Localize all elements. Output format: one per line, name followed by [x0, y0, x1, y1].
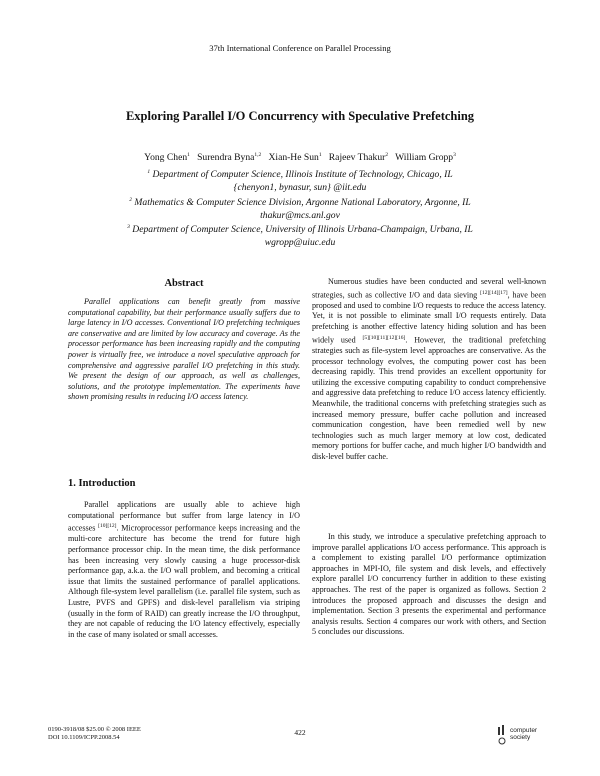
paragraph-text: Numerous studies have been conducted and several well-known strategies, such as collective I/O and data sieving [312, 277, 546, 300]
affiliation-email: thakur@mcs.anl.gov [260, 210, 340, 222]
logo-line: computer [510, 727, 538, 734]
paragraph-text: Parallel applications are usually able to achieve high computational performance but suffer from large latency in I/O accesses [68, 500, 300, 533]
citation: [5][10][11][12][16] [362, 334, 406, 341]
affiliation-2 [0, 194, 600, 222]
affiliation-sup: 1 [147, 169, 151, 175]
author-sup: 1,2 [254, 152, 262, 158]
logo-mark-icon [496, 725, 508, 747]
conference-header: 37th International Conference on Parallel Processing [209, 43, 391, 53]
affiliation-3 [0, 221, 600, 249]
intro-paragraph-2 [312, 277, 546, 462]
author-name: Rajeev Thakur [328, 152, 386, 164]
affiliation-line: Department of Computer Science, University of Illinois Urbana-Champaign, Urbana, IL [132, 224, 473, 236]
copyright-line: 0190-3918/08 $25.00 © 2008 IEEE [48, 726, 141, 733]
affiliation-line: Mathematics & Computer Science Division, Argonne National Laboratory, Argonne, IL [134, 197, 471, 209]
author-sup: 3 [453, 152, 456, 158]
logo-line: society [510, 734, 531, 741]
citation: [10][12] [98, 523, 117, 530]
abstract-heading: Abstract [164, 278, 204, 289]
author-sup: 2 [385, 152, 389, 158]
affiliation-1 [0, 166, 600, 194]
abstract-text: Parallel applications can benefit greatly from massive computational capability, but their performance usually suffers due to large latency in I/O accesses. Conventional I/O prefetching techniques are conservative and are limited by low accuracy and coverage. As the processor performance has been increasing rapidly and the computing power is virtually free, we introduce a novel speculative approach for comprehensive and aggressive parallel I/O prefetching in this study. We present the design of our approach, as well as challenges, solutions, and the prototype implementation. The experiments have shown promising results in reducing I/O access latency. [68, 297, 300, 402]
author-sup: 1 [318, 152, 322, 158]
intro-paragraph-3: In this study, we introduce a speculative prefetching approach to improve parallel applications I/O access performance. This approach is a complement to existing parallel I/O performance optimization approaches in MPI-IO, file system and disk levels, and effectively explore parallel I/O concurrency further in addition to these existing approaches. The rest of the paper is organized as follows. Section 2 introduces the proposed approach and discusses the design and implementation. Section 3 presents the experimental and performance analysis results. Section 4 compares our work with others, and Section 5 concludes our discussions. [312, 532, 546, 637]
paragraph-text: . However, the traditional prefetching strategies such as file-system level approaches are conservative. As the processor technology evolves, the computing power cost has been decreasing rapidly. This trend provides an excellent opportunity for utilizing the excessive computing capability to conduct comprehensive and aggressive data prefetching to reduce I/O access latency efficiently. Meanwhile, the traditional concerns with prefetching strategies such as increased memory pressure, buffer cache pollution and increased communication congestion, have been remedied well by new technologies such as much larger memory at low cost, dedicated memory portions for buffer cache, and much higher I/O bandwidth and disk-level buffer cache. [312, 335, 546, 461]
paragraph-text: , have been proposed and used to combine I/O requests to reduce the access latency. Yet, it is not possible to eliminate small I/O requests entirely. Data prefetching is another effective latency hiding solution and has been widely used [312, 290, 546, 345]
page-number: 422 [294, 728, 306, 737]
paper-title: Exploring Parallel I/O Concurrency with Speculative Prefetching [125, 109, 475, 123]
author-name: William Gropp [395, 152, 454, 164]
affiliation-sup: 2 [129, 197, 133, 203]
author-sup: 1 [187, 152, 190, 158]
affiliation-email: wgropp@uiuc.edu [264, 237, 336, 249]
author-list [0, 152, 600, 163]
intro-paragraph-1 [68, 500, 300, 640]
doi-line: DOI 10.1109/ICPP.2008.54 [48, 734, 120, 741]
affiliation-line: Department of Computer Science, Illinois Institute of Technology, Chicago, IL [152, 169, 453, 181]
author-name: Xian-He Sun [268, 152, 319, 164]
author-name: Surendra Byna [197, 152, 255, 164]
intro-heading: 1. Introduction [68, 478, 136, 489]
computer-society-logo [496, 724, 556, 748]
affiliation-email: {chenyon1, bynasur, sun} @iit.edu [233, 182, 367, 194]
author-name: Yong Chen [144, 152, 188, 164]
citation: [12][14][17] [480, 289, 508, 296]
affiliation-sup: 3 [127, 224, 130, 230]
paragraph-text: . Microprocessor performance keeps increasing and the multi-core architecture has become the trend for future high performance processor chip. In the mean time, the disk performance has been increasing very slowly causing a huge processor-disk performance gap, a.k.a. the I/O wall problem, and becoming a critical issue that limits the sustained performance of parallel applications. Although file-system level parallelism (i.e. parallel file system, such as Lustre, PVFS and GPFS) and disk-level parallelism via striping (usually in the form of RAID) can greatly increase the I/O throughput, they are not capable of reducing the I/O latency effectively, especially in the case of many isolated or small accesses. [68, 523, 300, 639]
